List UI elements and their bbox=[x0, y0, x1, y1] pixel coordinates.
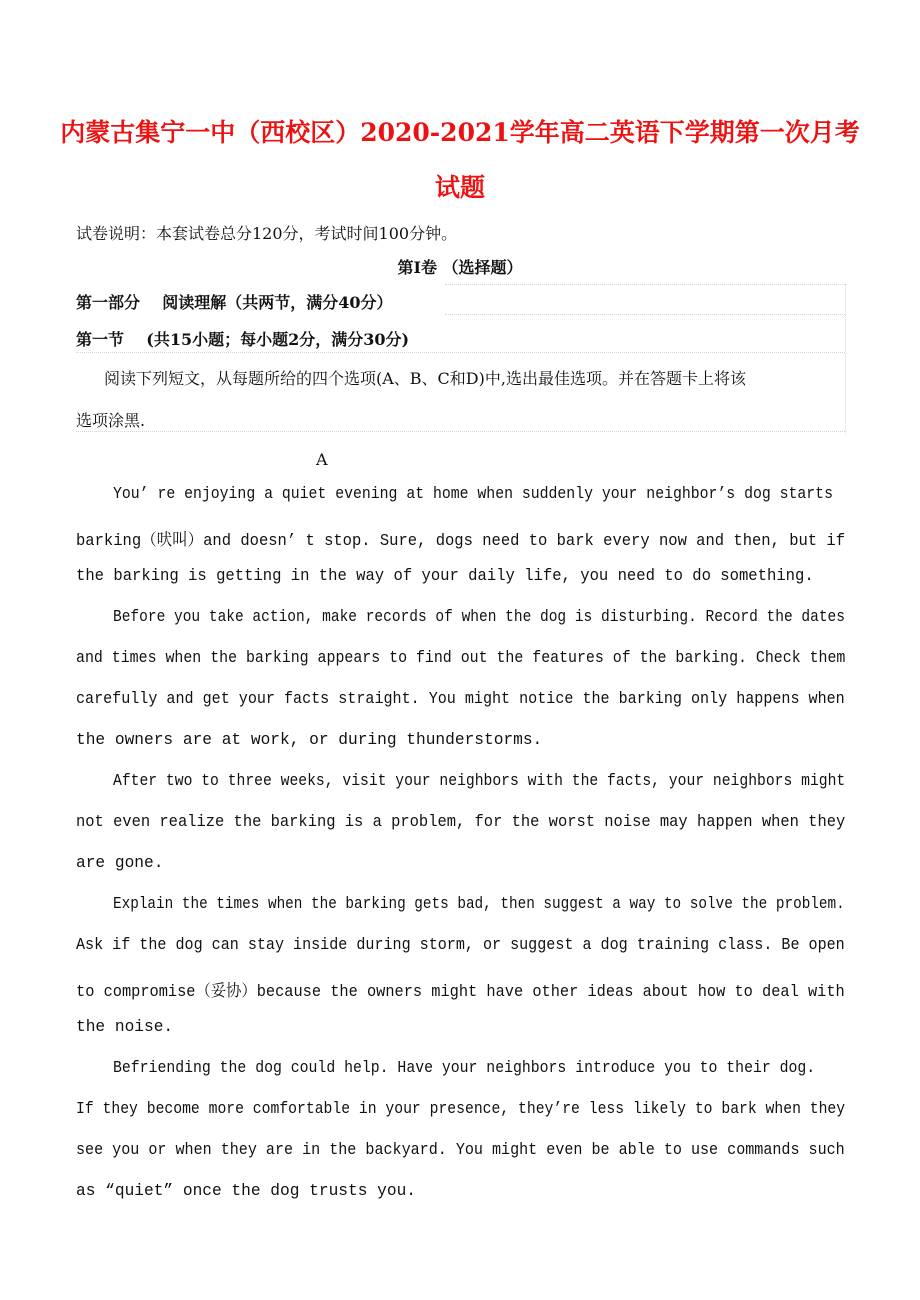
passage-line: see you or when they are in the backyard. You might even be able to use commands such bbox=[76, 1141, 845, 1159]
exam-title: 内蒙古集宁一中（西校区）2020-2021学年高二英语下学期第一次月考 bbox=[60, 118, 860, 147]
part-heading: 第一部分 阅读理解（共两节，满分40分） bbox=[76, 293, 393, 312]
passage-label: A bbox=[316, 450, 328, 469]
divider bbox=[845, 284, 846, 434]
passage-line: and times when the barking appears to find out the features of the barking. Check them bbox=[76, 649, 846, 667]
passage-line: After two to three weeks, visit your neighbors with the facts, your neighbors might bbox=[113, 772, 846, 790]
instructions-continued: 选项涂黑. bbox=[76, 411, 146, 430]
exam-title-continued: 试题 bbox=[434, 173, 485, 202]
passage-line: Ask if the dog can stay inside during storm, or suggest a dog training class. Be open bbox=[76, 936, 845, 954]
instructions: 阅读下列短文，从每题所给的四个选项(A、B、C和D)中,选出最佳选项。并在答题卡上将该 bbox=[104, 369, 746, 388]
passage-line: Before you take action, make records of when the dog is disturbing. Record the dates bbox=[113, 608, 845, 626]
passage-line: You’ re enjoying a quiet evening at home when suddenly your neighbor’s dog starts bbox=[113, 485, 833, 503]
passage-line: not even realize the barking is a problem, for the worst noise may happen when they bbox=[76, 813, 846, 831]
passage-line: barking（吠叫）and doesn’ t stop. Sure, dogs need to bark every now and then, but if bbox=[76, 532, 846, 550]
passage-line: If they become more comfortable in your presence, they’re less likely to bark when they bbox=[76, 1100, 846, 1118]
passage-line: Befriending the dog could help. Have your neighbors introduce you to their dog. bbox=[113, 1059, 816, 1077]
passage-line: are gone. bbox=[76, 854, 164, 872]
divider bbox=[76, 352, 845, 353]
passage-line: as “quiet” once the dog trusts you. bbox=[76, 1182, 416, 1200]
passage-line: Explain the times when the barking gets bad, then suggest a way to solve the problem. bbox=[113, 895, 845, 913]
passage-line: the barking is getting in the way of your daily life, you need to do something. bbox=[76, 567, 814, 585]
passage-line: to compromise（妥协）because the owners might have other ideas about how to deal with bbox=[76, 983, 845, 1001]
divider bbox=[445, 284, 845, 285]
passage-line: the owners are at work, or during thunderstorms. bbox=[76, 731, 543, 749]
passage-line: the noise. bbox=[76, 1018, 174, 1036]
passage-line: carefully and get your facts straight. You might notice the barking only happens when bbox=[76, 690, 845, 708]
exam-note: 试卷说明：本套试卷总分120分，考试时间100分钟。 bbox=[76, 224, 458, 243]
divider bbox=[76, 431, 845, 432]
divider bbox=[445, 314, 845, 315]
volume-heading: 第Ⅰ卷 （选择题） bbox=[397, 258, 523, 277]
section-heading: 第一节 (共15小题；每小题2分，满分30分) bbox=[76, 330, 410, 349]
